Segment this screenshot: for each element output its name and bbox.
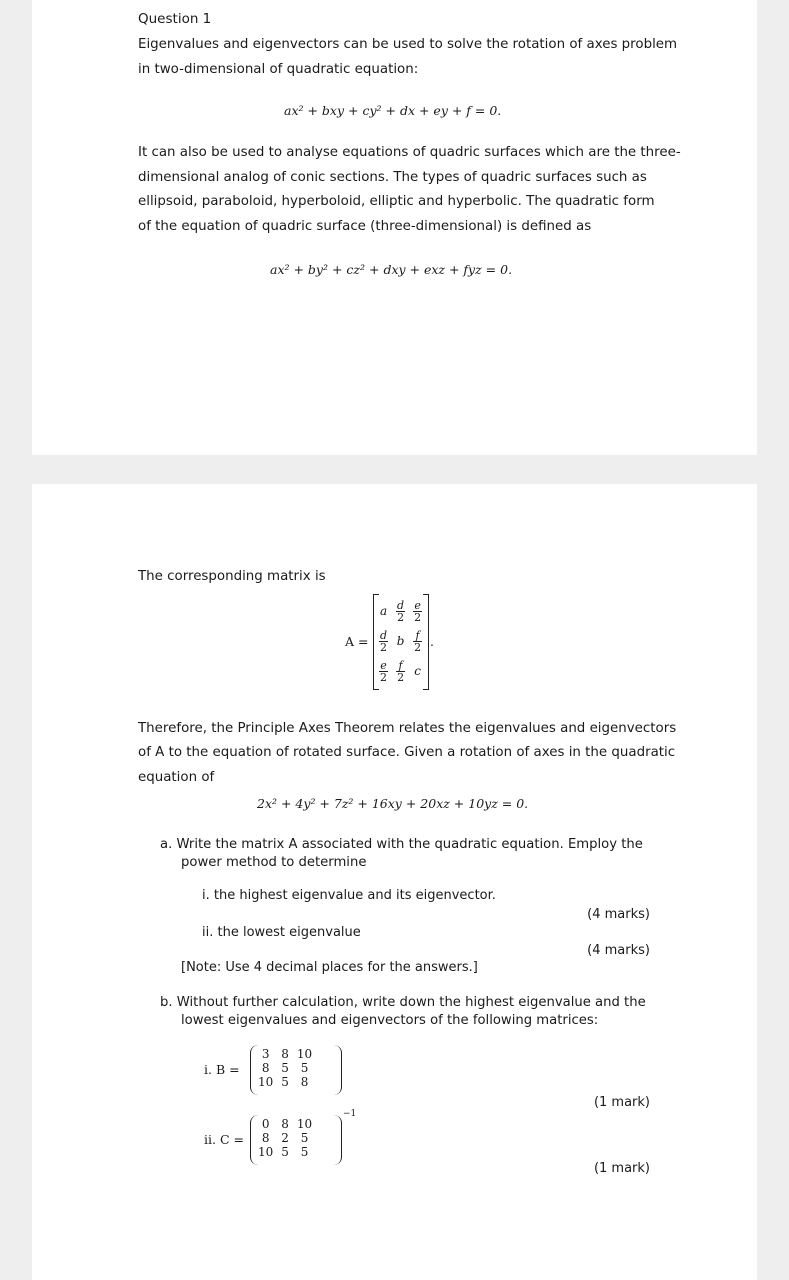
- matrix-a-cell: b: [396, 634, 405, 648]
- matrix-b-label: i. B =: [204, 1062, 240, 1077]
- part-b-line-1: b. Without further calculation, write down the highest eigenvalue and the: [160, 995, 646, 1010]
- matrix-a-cell: d: [397, 598, 405, 612]
- therefore-line-3: equation of: [138, 770, 215, 785]
- part-b-line-2: lowest eigenvalues and eigenvectors of the following matrices:: [181, 1013, 599, 1028]
- matrix-c-cell: 5: [300, 1145, 309, 1159]
- matrix-c-cell: 2: [281, 1131, 289, 1145]
- part-a-i-marks: (4 marks): [587, 907, 650, 922]
- matrix-a-cell: 2: [414, 640, 422, 654]
- para2-line-2: dimensional analog of conic sections. The types of quadric surfaces such as: [138, 170, 647, 185]
- matrix-b-cell: 10: [258, 1075, 274, 1089]
- matrix-a-cell: f: [413, 630, 422, 642]
- part-a-ii: ii. the lowest eigenvalue: [202, 925, 361, 940]
- equation-2d-quadratic: ax² + bxy + cy² + dx + ey + f = 0.: [284, 103, 502, 118]
- matrix-b: [250, 1045, 342, 1095]
- matrix-a-cell: 2: [397, 670, 405, 684]
- matrix-a: [373, 594, 429, 690]
- matrix-a-cell: c: [414, 664, 421, 678]
- matrix-c-cell: 10: [296, 1117, 313, 1131]
- intro-line-1: Eigenvalues and eigenvectors can be used to solve the rotation of axes problem: [138, 37, 678, 52]
- para2-line-1: It can also be used to analyse equations of quadric surfaces which are the three-: [138, 145, 681, 160]
- matrix-a-cell: e: [380, 658, 387, 672]
- matrix-b-cell: 8: [261, 1061, 270, 1075]
- matrix-b-cell: 5: [281, 1061, 289, 1075]
- intro-line-2: in two-dimensional of quadratic equation:: [138, 62, 419, 77]
- para2-line-3: ellipsoid, paraboloid, hyperboloid, elliptic and hyperbolic. The quadratic form: [138, 194, 655, 209]
- matrix-a-cell: 2: [380, 670, 388, 684]
- matrix-b-right-paren: [333, 1045, 342, 1095]
- matrix-b-cell: 3: [261, 1047, 270, 1061]
- note: [Note: Use 4 decimal places for the answers.]: [181, 960, 478, 975]
- matrix-a-cell: d: [380, 628, 388, 642]
- matrix-a-label: A =: [345, 634, 369, 649]
- part-a-line-1: a. Write the matrix A associated with the quadratic equation. Employ the: [160, 837, 643, 852]
- matrix-b-cell: 10: [296, 1047, 313, 1061]
- matrix-c-cell: 10: [258, 1145, 274, 1159]
- matrix-b-marks: (1 mark): [593, 1095, 650, 1110]
- matrix-c-marks: (1 mark): [593, 1161, 650, 1176]
- matrix-c-label: ii. C =: [204, 1132, 244, 1147]
- matrix-c-right-paren: [333, 1115, 342, 1165]
- matrix-a-cell: 2: [414, 610, 422, 624]
- therefore-line-1: Therefore, the Principle Axes Theorem relates the eigenvalues and eigenvectors: [138, 721, 677, 736]
- matrix-a-cell: 2: [397, 610, 405, 624]
- matrix-a-cell: a: [379, 604, 388, 618]
- matrix-a-cell: e: [414, 598, 421, 612]
- corresponding-matrix-text: The corresponding matrix is: [138, 569, 326, 584]
- matrix-c-cell: 5: [281, 1145, 289, 1159]
- matrix-b-cell: 8: [281, 1047, 289, 1061]
- matrix-c-exponent: −1: [343, 1109, 357, 1119]
- matrix-a-cell: f: [396, 660, 405, 672]
- matrix-c-cell: 0: [261, 1117, 270, 1131]
- matrix-b-cell: 8: [300, 1075, 309, 1089]
- equation-given-quadratic: 2x² + 4y² + 7z² + 16xy + 20xz + 10yz = 0.: [257, 796, 529, 811]
- equation-quadric-surface: ax² + by² + cz² + dxy + exz + fyz = 0.: [270, 262, 513, 277]
- matrix-c: [250, 1115, 342, 1165]
- matrix-c-cell: 5: [300, 1131, 309, 1145]
- matrix-a-cell: 2: [380, 640, 388, 654]
- matrix-c-cell: 8: [281, 1117, 289, 1131]
- therefore-line-2: of A to the equation of rotated surface. Given a rotation of axes in the quadratic: [138, 745, 676, 760]
- part-a-i: i. the highest eigenvalue and its eigenvector.: [202, 888, 496, 903]
- part-a-ii-marks: (4 marks): [587, 943, 650, 958]
- para2-line-4: of the equation of quadric surface (three-dimensional) is defined as: [138, 219, 592, 234]
- matrix-c-cell: 8: [261, 1131, 270, 1145]
- matrix-b-cell: 5: [300, 1061, 309, 1075]
- matrix-b-cell: 5: [281, 1075, 289, 1089]
- question-title: Question 1: [138, 11, 212, 27]
- part-a-line-2: power method to determine: [181, 855, 367, 870]
- matrix-a-period: .: [430, 634, 434, 649]
